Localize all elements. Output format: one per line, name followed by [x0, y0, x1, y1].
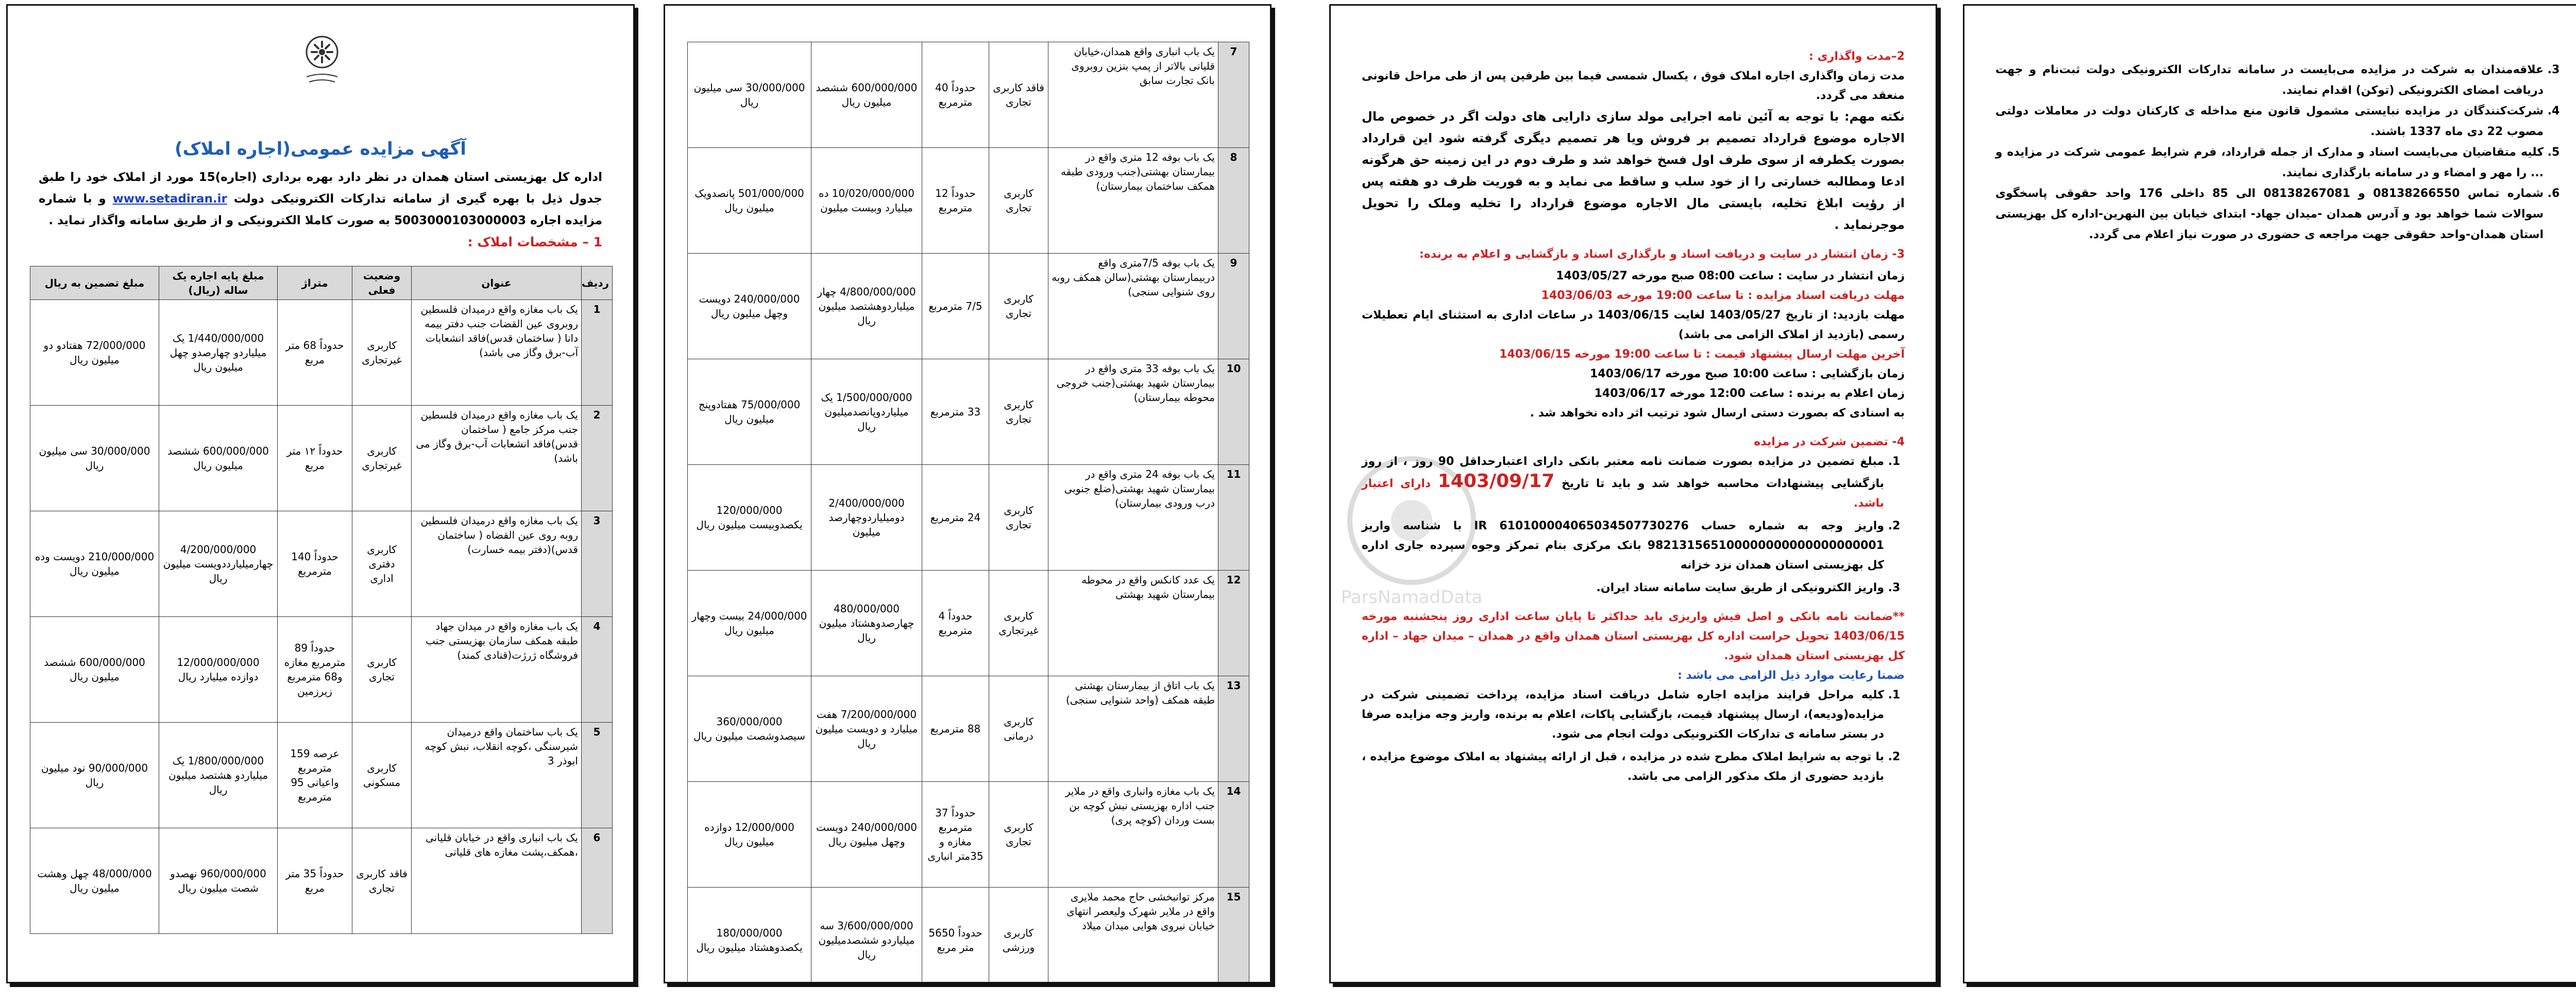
row-number: 8 [1218, 148, 1249, 254]
property-title: یک باب ساختمان واقع درمیدان شیرسنگی ،کوچه انقلاب، نبش کوچه ابوذر 3 [412, 723, 582, 828]
property-area: حدوداً 140 مترمربع [278, 511, 352, 617]
winner-announcement: زمان اعلام به برنده : ساعت 12:00 مورخه 1403/06/17 [1594, 387, 1905, 400]
property-status: کاربری درمانی [989, 676, 1048, 782]
important-note: نکته مهم: با توجه به آئین نامه اجرایی مولد سازی دارایی های دولت اگر در خصوص مال الاجاره موضوع قرارداد تصمیم بر فروش ویا هر تصمیم دیگری گرفته شود این قرارداد بصورت یکطرفه از سوی طرف اول فسخ خواهد شد و طرف دوم در این زمینه حق هرگونه ادعا ومطالبه خسارتی را از خود سلب و ساقط می نماید و به فوریت ظرف دو هفته پس از رؤیت ابلاغ تخلیه، بایستی مال الاجاره موضوع قرارداد را تخلیه وملک را تحویل موجرنماید . [1362, 109, 1905, 232]
page-3 [1329, 4, 1937, 983]
property-status: فاقد کاربری تجاری [989, 42, 1048, 148]
properties-table-1 [30, 266, 613, 934]
property-area: 24 مترمربع [922, 465, 989, 571]
annual-rent: 600/000/000 ششصد میلیون ریال [159, 406, 278, 511]
property-status: کاربری تجاری [352, 617, 412, 723]
publish-time: زمان انتشار در سایت : ساعت 08:00 صبح مورخه 1403/05/27 [1556, 270, 1905, 282]
intro-text-a: اداره کل بهزیستی استان همدان در نظر دارد بهره برداری (اجاره)15 مورد از املاک خود را طبق جدول ذیل با بهره گیری از سامانه تدارکات الکترونیکی دولت [39, 171, 603, 206]
annual-rent: 1/440/000/000 یک میلیاردو چهارصدو چهل میلیون ریال [159, 300, 278, 406]
property-title: یک باب مغازه وانباری واقع در ملایر جنب اداره بهزیستی نبش کوچه بن بست وردان (کوچه پری) [1048, 782, 1218, 888]
page-1 [6, 4, 635, 983]
property-status: کاربری غیرتجاری [352, 300, 412, 406]
guarantee-amount: 24/000/000 بیست وچهار میلیون ریال [688, 571, 811, 676]
row-number: 7 [1218, 42, 1249, 148]
section-1-label: 1 – مشخصات املاک : [467, 235, 602, 249]
annual-rent: 2/400/000/000 دومیلیاردوچهارصد میلیون [811, 465, 922, 571]
table-header-cell: ردیف [582, 266, 613, 300]
guarantee-amount: 72/000/000 هفتادو دو میلیون ریال [30, 300, 159, 406]
row-number: 6 [582, 828, 613, 934]
property-title: یک باب اتاق از بیمارستان بهشتی طبقه همکف (واحد شنوایی سنجی) [1048, 676, 1218, 782]
table-row [688, 465, 1249, 571]
table-row [688, 254, 1249, 359]
property-status: کاربری تجاری [989, 782, 1048, 888]
table-header-cell: مبلغ پایه اجاره یک ساله (ریال) [159, 266, 278, 300]
row-number: 2 [582, 406, 613, 511]
annual-rent: 1/500/000/000 یک میلیاردوپانصدمیلیون ریال [811, 359, 922, 465]
table-row [688, 148, 1249, 254]
property-area: حدوداً ۱۲ متر مربع [278, 406, 352, 511]
condition-item-6: 6. شماره تماس 08138266550 و 08138267081 الی 85 داخلی 176 واحد حقوقی پاسخگوی سوالات شما خواهد بود و آدرس همدان -میدان جهاد- ابتدای خیابان بین النهرین-اداره کل بهزیستی استان همدان-واحد حقوقی جهت مراجعه ی حضوری در صورت نیاز اعلام می گردد. [1995, 183, 2544, 245]
property-title: یک باب بوفه 7/5متری واقع دربیمارستان بهشتی(سالن همکف روبه روی شنوایی سنجی) [1048, 254, 1218, 359]
property-area: حدوداً 40 مترمربع [922, 42, 989, 148]
property-area: 33 مترمربع [922, 359, 989, 465]
annual-rent: 960/000/000 نهصدو شصت میلیون ریال [159, 828, 278, 934]
property-area: حدوداً 4 مترمربع [922, 571, 989, 676]
duration-text: مدت زمان واگذاری اجاره املاک فوق ، یکسال شمسی فیما بین طرفین پس از طی مراحل قانونی منعقد می گردد. [1362, 70, 1905, 102]
table-row [688, 676, 1249, 782]
table-header-cell: متراژ [278, 266, 352, 300]
table-header-cell: عنوان [412, 266, 582, 300]
property-area: 88 مترمربع [922, 676, 989, 782]
table-header-row [30, 266, 613, 300]
guarantee-amount: 210/000/000 دویست وده میلیون ریال [30, 511, 159, 617]
conditions-section [1995, 60, 2564, 245]
guarantee-item-3: 3. واریز الکترونیکی از طریق سایت سامانه ستاد ایران. [1362, 578, 1884, 598]
property-status: کاربری تجاری [989, 254, 1048, 359]
table-row [30, 511, 613, 617]
table-header-cell: وضعیت فعلی [352, 266, 412, 300]
table-row [688, 888, 1249, 984]
row-number: 5 [582, 723, 613, 828]
requirements-list [1362, 686, 1905, 787]
guarantee-delivery-note: **ضمانت نامه بانکی و اصل فیش واریزی باید حداکثر تا پایان ساعت اداری روز پنجشنبه مورخه 1403/06/15 تحویل حراست اداره کل بهزیستی استان همدان واقع در همدان – میدان جهاد – اداره کل بهزیستی استان همدان شود. [1362, 610, 1905, 662]
property-title: یک باب بوفه 33 متری واقع در بیمارستان شهید بهشتی(جنب خروجی محوطه بیمارستان) [1048, 359, 1218, 465]
properties-table-2 [687, 42, 1249, 983]
property-title: مرکز توانبخشی حاج محمد ملایری واقع در ملایر شهرک ولیعصر انتهای خیابان نیروی هوایی میدان میلاد [1048, 888, 1218, 984]
guarantee-amount: 501/000/000 پانصدویک میلیون ریال [688, 148, 811, 254]
guarantee-date: 1403/09/17 [1437, 471, 1555, 492]
guarantee-list [1362, 452, 1905, 598]
property-title: یک باب انباری واقع در خیابان قلیانی ،همکف،پشت مغازه های قلیانی [412, 828, 582, 934]
table-row [688, 782, 1249, 888]
property-area: عرصه 159 مترمربع واعیانی 95 مترمربع [278, 723, 352, 828]
table-row [30, 828, 613, 934]
condition-item-4: 4. شرکت‌کنندگان در مزایده نبایستی مشمول قانون منع مداخله ی کارکنان دولت در معاملات دولتی مصوب 22 دی ماه 1337 باشند. [1995, 101, 2544, 142]
row-number: 3 [582, 511, 613, 617]
guarantee-amount: 30/000/000 سی میلیون ریال [688, 42, 811, 148]
guarantee-item-1 [1362, 452, 1884, 513]
guarantee-amount: 180/000/000 یکصدوهشتاد میلیون ریال [688, 888, 811, 984]
property-area: حدوداً 5650 متر مربع [922, 888, 989, 984]
annual-rent: 4/800/000/000 چهار میلیاردوهشتصد میلیون ریال [811, 254, 922, 359]
setadiran-link[interactable]: www.setadiran.ir [112, 192, 227, 206]
row-number: 9 [1218, 254, 1249, 359]
condition-item-3: 3. علاقه‌مندان به شرکت در مزایده می‌بایست در سامانه تدارکات الکترونیکی دولت ثبت‌نام و جهت دریافت امضای الکترونیکی (توکن) اقدام نمایند. [1995, 60, 2544, 101]
guarantee-amount: 48/000/000 چهل وهشت میلیون ریال [30, 828, 159, 934]
table-row [30, 406, 613, 511]
property-status: کاربری ورزشی [989, 888, 1048, 984]
table-row [688, 359, 1249, 465]
property-title: یک باب بوفه 12 متری واقع در بیمارستان بهشتی(جنب ورودی طبقه همکف ساختمان بیمارستان) [1048, 148, 1218, 254]
annual-rent: 240/000/000 دویست وچهل میلیون ریال [811, 782, 922, 888]
table-header-cell: مبلغ تضمین به ریال [30, 266, 159, 300]
guarantee-amount: 30/000/000 سی میلیون ریال [30, 406, 159, 511]
property-area: حدوداً 37 مترمربع مغازه و 35متر انباری [922, 782, 989, 888]
property-title: یک باب مغازه واقع درمیدان فلسطین جنب مرکز جامع ( ساختمان قدس)فاقد انشعابات آب-برق وگاز می باشد) [412, 406, 582, 511]
behzisti-logo-icon [296, 31, 348, 88]
annual-rent: 10/020/000/000 ده میلیارد وبیست میلیون [811, 148, 922, 254]
page-2 [664, 4, 1272, 983]
property-title: یک باب مغازه واقع درمیدان فلسطین روبروی عین القضات جنب دفتر بیمه دانا ( ساختمان قدس)فاقد انشعابات آب-برق وگاز می باشد) [412, 300, 582, 406]
guarantee-amount: 120/000/000 یکصدوبیست میلیون ریال [688, 465, 811, 571]
annual-rent: 1/800/000/000 یک میلیاردو هشتصد میلیون ریال [159, 723, 278, 828]
conditions-list [1995, 60, 2564, 245]
annual-rent: 3/600/000/000 سه میلیاردو ششصدمیلیون ریال [811, 888, 922, 984]
annual-rent: 7/200/000/000 هفت میلیارد و دویست میلیون ریال [811, 676, 922, 782]
terms-section [1362, 47, 1905, 790]
guarantee-item-2: 2. واریز وجه به شماره حساب IR 610100004065034507730276 با شناسه واریز 982131565100000000000000000001 بانک مرکزی بنام تمرکز وجوه سپرده جاری اداره کل بهزیستی استان همدان نزد خزانه [1362, 516, 1884, 575]
section-4-heading: 4- تضمین شرکت در مزایده [1754, 436, 1905, 448]
property-area: حدوداً 12 مترمربع [922, 148, 989, 254]
guarantee-amount: 240/000/000 دویست وچهل میلیون ریال [688, 254, 811, 359]
annual-rent: 480/000/000 چهارصدوهشتاد میلیون ریال [811, 571, 922, 676]
manual-submission-note: به اسنادی که بصورت دستی ارسال شود ترتیب اثر داده نخواهد شد . [1530, 407, 1905, 420]
row-number: 14 [1218, 782, 1249, 888]
intro-paragraph [39, 166, 602, 254]
section-3-heading: 3- زمان انتشار در سایت و دریافت اسناد و بارگذاری اسناد و بازگشایی و اعلام به برنده: [1419, 248, 1905, 261]
row-number: 15 [1218, 888, 1249, 984]
visit-window: مهلت بازدید: از تاریخ 1403/05/27 لغایت 1403/06/15 در ساعات اداری به استثنای ایام تعطیلات رسمی (بازدید از املاک الزامی می باشد) [1362, 309, 1905, 341]
property-status: کاربری غیرتجاری [352, 406, 412, 511]
row-number: 12 [1218, 571, 1249, 676]
row-number: 13 [1218, 676, 1249, 782]
page-4 [1963, 4, 2576, 983]
bid-deadline: آخرین مهلت ارسال پیشنهاد قیمت : تا ساعت 19:00 مورخه 1403/06/15 [1499, 348, 1905, 361]
property-status: کاربری دفتری اداری [352, 511, 412, 617]
row-number: 4 [582, 617, 613, 723]
row-number: 1 [582, 300, 613, 406]
guarantee-amount: 12/000/000 دوازده میلیون ریال [688, 782, 811, 888]
guarantee-amount: 75/000/000 هفتادوپنج میلیون ریال [688, 359, 811, 465]
schedule-list [1362, 266, 1905, 423]
guarantee-amount: 360/000/000 سیصدوشصت میلیون ریال [688, 676, 811, 782]
requirement-item-1: 1. کلیه مراحل فرایند مزایده اجاره شامل دریافت اسناد مزایده، پرداخت تضمینی شرکت در مزایده(ودیعه)، ارسال پیشنهاد قیمت، بازگشایی پاکات، اعلام به برنده، واریز وجه مزایده صرفا در بستر سامانه ی تدارکات الکترونیکی دولت انجام می شود. [1362, 686, 1884, 744]
requirements-heading: ضمنا رعایت موارد ذیل الزامی می باشد : [1677, 669, 1905, 682]
row-number: 11 [1218, 465, 1249, 571]
table-row [688, 571, 1249, 676]
condition-item-5: 5. کلیه متقاضیان می‌بایست اسناد و مدارک از جمله قرارداد، فرم شرایط عمومی شرکت در مزایده و ... را مهر و امضاء و در سامانه بارگذاری نمایند. [1995, 142, 2544, 183]
property-area: حدوداً 68 متر مربع [278, 300, 352, 406]
intro-text-b: و با شماره مزایده اجاره 5003000103000003 به صورت کاملا الکترونیکی و از طریق سامانه واگذار نماید . [39, 192, 602, 227]
guarantee-text-b: دارای اعتبار باشد. [1362, 477, 1884, 510]
property-status: فاقد کاربری تجاری [352, 828, 412, 934]
table-row [30, 723, 613, 828]
opening-time: زمان بازگشایی : ساعت 10:00 صبح مورخه 1403/06/17 [1589, 367, 1905, 380]
property-status: کاربری غیرتجاری [989, 571, 1048, 676]
page-title: آگهی مزایده عمومی(اجاره املاک) [175, 139, 466, 159]
requirement-item-2: 2. با توجه به شرایط املاک مطرح شده در مزایده ، قبل از ارائه پیشنهاد به املاک موضوع مزایده ، بازدید حضوری از ملک مذکور الزامی می باشد. [1362, 747, 1884, 787]
property-status: کاربری تجاری [989, 148, 1048, 254]
property-title: یک باب مغازه واقع در میدان جهاد طبقه همکف سازمان بهزیستی جنب فروشگاه ژرژت(قنادی کمند) [412, 617, 582, 723]
table-row [688, 42, 1249, 148]
guarantee-amount: 600/000/000 ششصد میلیون ریال [30, 617, 159, 723]
doc-deadline: مهلت دریافت اسناد مزایده : تا ساعت 19:00 مورخه 1403/06/03 [1541, 289, 1905, 302]
guarantee-amount: 90/000/000 نود میلیون ریال [30, 723, 159, 828]
property-status: کاربری تجاری [989, 359, 1048, 465]
property-title: یک باب مغازه واقع درمیدان فلسطین روبه روی عین القضاه ( ساختمان قدس)(دفتر بیمه خسارت) [412, 511, 582, 617]
property-area: 7/5 مترمربع [922, 254, 989, 359]
property-area: حدوداً 35 متر مربع [278, 828, 352, 934]
table-row [30, 300, 613, 406]
property-title: یک عدد کانکس واقع در محوطه بیمارستان شهید بهشتی [1048, 571, 1218, 676]
annual-rent: 12/000/000/000 دوازده میلیارد ریال [159, 617, 278, 723]
property-title: یک باب بوفه 24 متری واقع در بیمارستان شهید بهشتی(ضلع جنوبی درب ورودی بیمارستان) [1048, 465, 1218, 571]
property-area: حدوداً 89 مترمربع مغازه و68 مترمربع زیرزمین [278, 617, 352, 723]
annual-rent: 600/000/000 ششصد میلیون ریال [811, 42, 922, 148]
row-number: 10 [1218, 359, 1249, 465]
table-row [30, 617, 613, 723]
property-status: کاربری تجاری [989, 465, 1048, 571]
annual-rent: 4/200/000/000 چهارمیلیارددویست میلیون ریال [159, 511, 278, 617]
section-2-heading: 2–مدت واگذاری : [1809, 50, 1905, 63]
property-status: کاربری مسکونی [352, 723, 412, 828]
property-title: یک باب انباری واقع همدان،خیابان قلیانی بالاتر از پمپ بنزین روبروی بانک تجارت سابق [1048, 42, 1218, 148]
guarantee-text-a: مبلغ تضمین در مزایده بصورت ضمانت نامه معتبر بانکی دارای اعتبارحداقل 90 روز ، از روز بازگشایی پیشنهادات محاسبه خواهد شد و باید تا تاریخ [1362, 455, 1884, 490]
